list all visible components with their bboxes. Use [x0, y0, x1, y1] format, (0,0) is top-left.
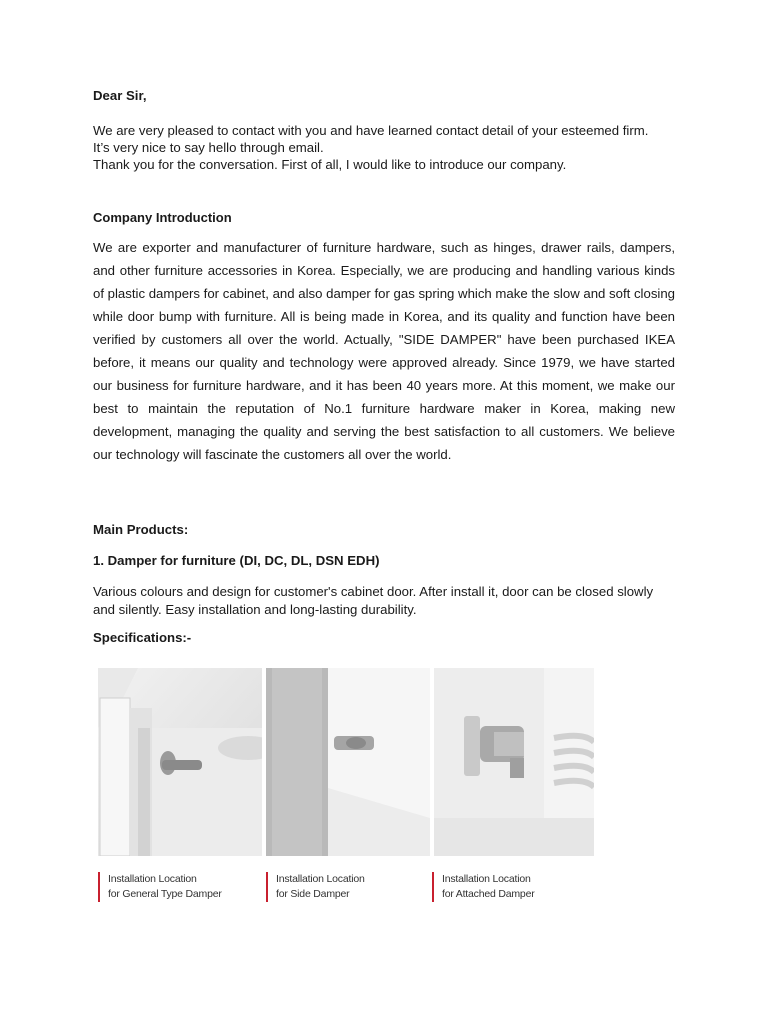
main-products-heading: Main Products: — [93, 522, 189, 537]
company-intro-body: We are exporter and manufacturer of furniture hardware, such as hinges, drawer rails, dampers, and other furniture accessories in Korea. Especially, we are producing and handling various kinds of plastic dampers for cabinet, and also damper for gas spring which make the slow and soft closing while door bump with furniture. All is being made in Korea, and its quality and function have been verified by customers all over the world. Actually, "SIDE DAMPER" have been purchased IKEA before, it means our quality and technology were approved already. Since 1979, we have started our business for furniture hardware, and it has been 40 years more. At this moment, we make our best to maintain the reputation of No.1 furniture hardware maker in Korea, making new development, managing the quality and serving the best satisfaction to all customers. We believe our technology will fascinate the customers all over the world. — [93, 240, 676, 462]
product-1-description: Various colours and design for customer's cabinet door. After install it, door can be closed slowly and silently. Easy installation and long-lasting durability. — [93, 584, 654, 617]
company-intro-heading: Company Introduction — [93, 210, 232, 225]
caption-line: Installation Location — [108, 873, 197, 885]
photo-captions — [98, 872, 598, 906]
intro-line: It’s very nice to say hello through email. — [93, 140, 324, 155]
product-1-title: 1. Damper for furniture (DI, DC, DL, DSN EDH) — [93, 553, 380, 568]
intro-line: We are very pleased to contact with you and have learned contact detail of your esteemed firm. — [93, 123, 649, 138]
caption-line: for General Type Damper — [108, 888, 222, 900]
caption-line: for Attached Damper — [442, 888, 535, 900]
general-damper-photo — [98, 668, 262, 856]
installation-photos — [98, 668, 594, 856]
caption-side-damper — [266, 872, 436, 902]
caption-general-damper — [98, 872, 268, 902]
intro-line: Thank you for the conversation. First of all, I would like to introduce our company. — [93, 157, 567, 172]
caption-line: Installation Location — [276, 873, 365, 885]
intro-paragraph — [93, 122, 677, 173]
caption-line: Installation Location — [442, 873, 531, 885]
caption-line: for Side Damper — [276, 888, 350, 900]
salutation: Dear Sir, — [93, 88, 147, 103]
side-damper-photo — [266, 668, 430, 856]
caption-attached-damper — [432, 872, 602, 902]
specifications-heading: Specifications:- — [93, 630, 192, 645]
attached-damper-photo — [434, 668, 594, 856]
